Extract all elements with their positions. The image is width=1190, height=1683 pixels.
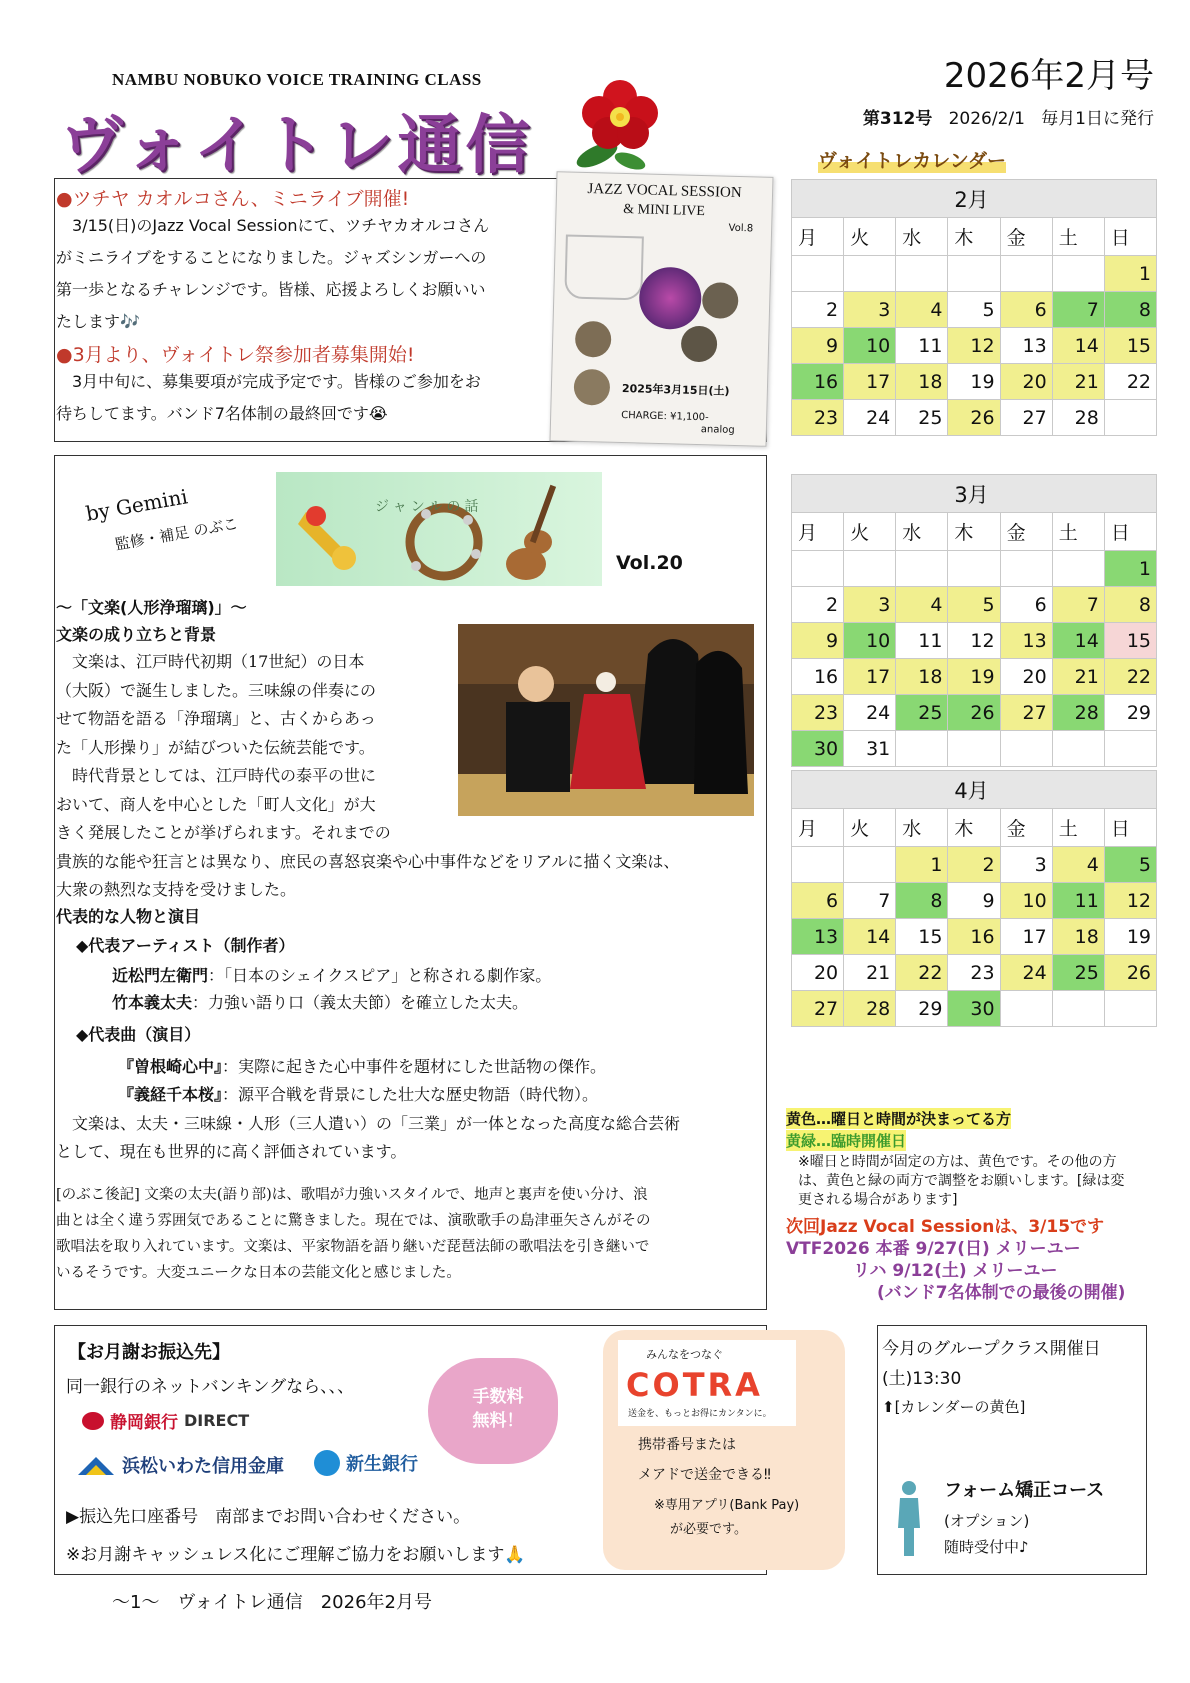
calendar-day: 3 <box>1000 847 1052 883</box>
bank-shizuoka <box>82 1408 249 1433</box>
musician-photo <box>702 282 739 319</box>
calendar-day: 24 <box>844 400 896 436</box>
cotra-logo: COTRA <box>626 1366 763 1404</box>
work-name: 『義経千本桜』 <box>118 1085 223 1104</box>
flyer-subtitle: & MINI LIVE <box>623 201 706 220</box>
weekday-label: 月 <box>792 513 844 551</box>
calendar-day: 9 <box>792 623 844 659</box>
calendar-day: 2 <box>948 847 1000 883</box>
issue-date: 2026/2/1 <box>948 109 1025 129</box>
article-line: た「人形操り」が結びついた伝統芸能です。 <box>56 737 375 757</box>
bunraku-photo <box>458 624 754 816</box>
calendar-day: 11 <box>1052 883 1104 919</box>
calendar-day <box>1052 256 1104 292</box>
group-title: 今月のグループクラス開催日 <box>882 1339 1101 1359</box>
bunraku-performance-image <box>458 624 754 816</box>
weekday-label: 土 <box>1052 218 1104 256</box>
calendar-day <box>896 551 948 587</box>
supervisor-note: 監修・補足 のぶこ <box>113 514 240 554</box>
article-line: おいて、商人を中心とした「町人文化」が大 <box>56 794 376 814</box>
article-line: きく発展したことが挙げられます。それまでの <box>56 823 391 842</box>
calendar-day <box>1000 731 1052 767</box>
weekday-label: 金 <box>1000 513 1052 551</box>
calendar-day: 13 <box>792 919 844 955</box>
work-desc: ：源平合戦を背景にした壮大な歴史物語（時代物）。 <box>222 1085 599 1104</box>
calendar-day <box>1052 991 1104 1027</box>
cotra-note: が必要です。 <box>670 1522 747 1537</box>
calendar-day: 22 <box>896 955 948 991</box>
cotra-tagline: みんなをつなぐ <box>646 1348 723 1361</box>
calendar-day <box>1052 551 1104 587</box>
calendar-day: 8 <box>896 883 948 919</box>
person-figure-icon <box>892 1478 926 1558</box>
calendar-day <box>844 847 896 883</box>
weekday-label: 日 <box>1104 218 1156 256</box>
byline: by Gemini <box>83 484 190 526</box>
calendar-day: 12 <box>1104 883 1156 919</box>
section-people: 代表的な人物と演目 <box>56 907 201 926</box>
cotra-sub: 送金を、もっとお得にカンタンに。 <box>628 1409 772 1419</box>
calendar-note: ※曜日と時間が固定の方は、黄色です。その他の方は、黄色と緑の両方で調整をお願いします。[緑は変更される場合があります] <box>798 1154 1125 1208</box>
artist-item <box>112 990 528 1013</box>
calendar-day: 22 <box>1104 364 1156 400</box>
newsletter-title: ヴォイトレ通信 <box>60 109 534 183</box>
weekday-label: 火 <box>844 809 896 847</box>
cotra-line: メアドで送金できる‼︎ <box>638 1467 771 1483</box>
postscript-line: いるそうです。大変ユニークな日本の芸能文化と感じました。 <box>56 1265 461 1281</box>
flyer-vol: Vol.8 <box>728 222 754 235</box>
calendar-day: 20 <box>1000 659 1052 695</box>
calendar-day: 12 <box>948 328 1000 364</box>
cotra-line: 携帯番号または <box>638 1437 736 1453</box>
calendar-day: 9 <box>792 328 844 364</box>
article-line: として、現在も世界的に高く評価されています。 <box>56 1142 407 1161</box>
calendar-day: 25 <box>896 695 948 731</box>
calendar-day: 18 <box>1052 919 1104 955</box>
calendar-day: 13 <box>1000 623 1052 659</box>
calendar-day: 28 <box>844 991 896 1027</box>
calendar-day: 29 <box>1104 695 1156 731</box>
calendar-day: 5 <box>1104 847 1156 883</box>
calendar-day: 27 <box>792 991 844 1027</box>
calendar-day: 19 <box>1104 919 1156 955</box>
calendar-day: 22 <box>1104 659 1156 695</box>
payment-line: 同一銀行のネットバンキングなら、、、 <box>66 1377 355 1397</box>
course-name: フォーム矯正コース <box>944 1480 1105 1501</box>
calendar-day: 10 <box>844 623 896 659</box>
calendar-day <box>1104 731 1156 767</box>
calendar-day <box>948 551 1000 587</box>
cashless-note: ※お月謝キャッシュレス化にご理解ご協力をお願いします🙏 <box>66 1545 526 1565</box>
artist-name: 近松門左衛門 <box>112 966 209 985</box>
weekday-label: 火 <box>844 513 896 551</box>
cotra-note: ※専用アプリ(Bank Pay) <box>654 1498 800 1513</box>
postscript-line: 曲とは全く違う雰囲気であることに驚きました。現在では、演歌歌手の島津亜矢さんがその <box>56 1213 651 1229</box>
flyer-date: 2025年3月15日(土) <box>621 381 730 398</box>
calendar-day: 8 <box>1104 587 1156 623</box>
calendar-day: 5 <box>948 587 1000 623</box>
shizuoka-bank-logo-icon <box>82 1412 104 1430</box>
calendar-day <box>1104 400 1156 436</box>
calendar-day: 31 <box>844 731 896 767</box>
musician-photo <box>575 321 612 358</box>
news-body-1 <box>56 210 489 338</box>
musician-photo <box>573 369 610 406</box>
shinsei-logo-icon <box>314 1450 340 1476</box>
calendar-day <box>948 731 1000 767</box>
calendar-day: 4 <box>896 292 948 328</box>
news-line: 第一歩となるチャレンジです。皆様、応援よろしくお願いい <box>56 280 486 299</box>
calendar-day: 23 <box>792 400 844 436</box>
calendar-day: 4 <box>1052 847 1104 883</box>
calendar-day: 28 <box>1052 400 1104 436</box>
month-label: 4月 <box>792 771 1157 809</box>
calendar-day: 18 <box>896 364 948 400</box>
calendar-day: 24 <box>1000 955 1052 991</box>
issue-month: 2026年2月号 <box>943 56 1154 96</box>
calendar-day: 14 <box>844 919 896 955</box>
calendar-day: 27 <box>1000 695 1052 731</box>
calendar-day: 1 <box>896 847 948 883</box>
instruments-icon <box>276 472 602 586</box>
legend-yellow: 黄色…曜日と時間が決まってる方 <box>786 1110 1012 1128</box>
weekday-label: 水 <box>896 218 948 256</box>
calendar-day: 8 <box>1104 292 1156 328</box>
calendar-day: 19 <box>948 659 1000 695</box>
class-name: NAMBU NOBUKO VOICE TRAINING CLASS <box>112 70 482 89</box>
calendar-day: 19 <box>948 364 1000 400</box>
calendar-day <box>1000 256 1052 292</box>
calendar-month <box>791 770 1157 1027</box>
news-line: 待ちしてます。バンド7名体制の最終回です😭 <box>56 404 388 423</box>
weekday-label: 木 <box>948 513 1000 551</box>
weekday-label: 日 <box>1104 513 1156 551</box>
weekday-label: 日 <box>1104 809 1156 847</box>
weekday-label: 木 <box>948 809 1000 847</box>
artist-desc: ：「日本のシェイクスピア」と称される劇作家。 <box>208 966 552 985</box>
calendar-day: 16 <box>792 364 844 400</box>
calendar-day: 30 <box>948 991 1000 1027</box>
calendar-day <box>1000 551 1052 587</box>
flyer-title: JAZZ VOCAL SESSION <box>587 181 742 202</box>
calendar-day: 7 <box>844 883 896 919</box>
bank-name: 新生銀行 <box>346 1454 418 1475</box>
calendar-day: 9 <box>948 883 1000 919</box>
course-option: (オプション) <box>944 1512 1030 1530</box>
calendar-day: 18 <box>896 659 948 695</box>
postscript-line: 歌唱法を取り入れています。文楽は、平家物語を語り継いだ琵琶法師の歌唱法を引き継いで <box>56 1239 650 1255</box>
work-item <box>118 1082 598 1105</box>
news-line: たします🎶 <box>56 312 140 331</box>
news-body-2 <box>56 366 481 430</box>
calendar-day: 23 <box>948 955 1000 991</box>
calendar-day: 25 <box>1052 955 1104 991</box>
calendar-day: 20 <box>792 955 844 991</box>
calendar-title: ヴォイトレカレンダー <box>818 146 1006 173</box>
group-time: (土)13:30 <box>882 1369 962 1389</box>
calendar-day: 27 <box>1000 400 1052 436</box>
calendar-day: 2 <box>792 292 844 328</box>
article-heading: 〜「文楽(人形浄瑠璃)」〜 <box>56 598 247 617</box>
issue-line <box>863 104 1154 129</box>
calendar-day: 11 <box>896 328 948 364</box>
artists-title: ◆代表アーティスト（制作者） <box>76 936 295 955</box>
calendar-day: 6 <box>1000 292 1052 328</box>
article-line: （大阪）で誕生しました。三味線の伴奏にの <box>56 680 377 700</box>
vtf-rehearsal: リハ 9/12(土) メリーユー <box>853 1261 1058 1281</box>
works-title: ◆代表曲（演目） <box>76 1025 201 1044</box>
calendar-day: 10 <box>844 328 896 364</box>
calendar-day: 17 <box>1000 919 1052 955</box>
footer: 〜1〜 ヴォイトレ通信 2026年2月号 <box>112 1592 432 1613</box>
vtf-performance: VTF2026 本番 9/27(日) メリーユー <box>786 1239 1081 1259</box>
news-line: 3/15(日)のJazz Vocal Sessionにて、ツチヤカオルコさん <box>56 216 490 235</box>
weekday-label: 金 <box>1000 809 1052 847</box>
calendar-day: 12 <box>948 623 1000 659</box>
weekday-label: 木 <box>948 218 1000 256</box>
hamamatsu-logo-icon <box>76 1453 116 1477</box>
calendar-day <box>1104 991 1156 1027</box>
calendar-day: 16 <box>792 659 844 695</box>
flyer-venue: analog <box>700 424 735 436</box>
calendar-day <box>792 847 844 883</box>
article-line: 文楽は、太夫・三味線・人形（三人遣い）の「三業」が一体となった高度な総合芸術 <box>56 1114 681 1133</box>
issue-note: 毎月1日に発行 <box>1041 109 1154 129</box>
calendar-day <box>1052 731 1104 767</box>
calendar-day: 28 <box>1052 695 1104 731</box>
calendar-day: 16 <box>948 919 1000 955</box>
calendar-day <box>896 731 948 767</box>
calendar-day <box>844 256 896 292</box>
article-line: 文楽は、江戸時代初期（17世紀）の日本 <box>56 652 365 671</box>
singer-photo <box>638 266 702 330</box>
calendar-day: 13 <box>1000 328 1052 364</box>
calendar-day: 11 <box>896 623 948 659</box>
course-accept: 随時受付中♪ <box>944 1538 1029 1556</box>
next-session: 次回Jazz Vocal Sessionは、3/15です <box>786 1217 1105 1237</box>
calendar-day: 24 <box>844 695 896 731</box>
volume-number: Vol.20 <box>616 552 683 574</box>
calendar-day: 15 <box>1104 328 1156 364</box>
coffee-cup-icon <box>564 234 644 300</box>
news-line: 3月中旬に、募集要項が完成予定です。皆様のご参加をお <box>56 372 481 391</box>
article-line: 貴族的な能や狂言とは異なり、庶民の喜怒哀楽や心中事件などをリアルに描く文楽は、 <box>56 851 680 871</box>
weekday-label: 金 <box>1000 218 1052 256</box>
calendar-day: 26 <box>948 695 1000 731</box>
calendar-day: 1 <box>1104 256 1156 292</box>
legend-green: 黄緑…臨時開催日 <box>786 1132 907 1150</box>
calendar-day: 25 <box>896 400 948 436</box>
artist-name: 竹本義太夫 <box>112 993 193 1012</box>
weekday-label: 水 <box>896 513 948 551</box>
news-title-2: ●3月より、ヴォイトレ祭参加者募集開始! <box>56 344 415 366</box>
banner-text: ジャンルの話 <box>375 499 483 515</box>
calendar-day: 14 <box>1052 623 1104 659</box>
camellia-flower-icon <box>575 75 665 175</box>
bank-shinsei <box>314 1450 418 1476</box>
calendar-day <box>792 256 844 292</box>
calendar-day: 30 <box>792 731 844 767</box>
artist-item <box>112 963 551 986</box>
calendar-day: 10 <box>1000 883 1052 919</box>
weekday-label: 火 <box>844 218 896 256</box>
fee-free-text: 手数料無料！ <box>472 1387 524 1431</box>
weekday-label: 土 <box>1052 809 1104 847</box>
calendar-day: 1 <box>1104 551 1156 587</box>
calendar-day: 6 <box>1000 587 1052 623</box>
calendar-day: 3 <box>844 292 896 328</box>
calendar-day: 7 <box>1052 292 1104 328</box>
weekday-label: 月 <box>792 809 844 847</box>
article-line: 時代背景としては、江戸時代の泰平の世に <box>56 766 377 785</box>
musician-photo <box>681 326 718 363</box>
calendar-day: 17 <box>844 364 896 400</box>
section-origin: 文楽の成り立ちと背景 <box>56 625 217 644</box>
group-note: ⬆[カレンダーの黄色] <box>882 1398 1026 1416</box>
article-closing <box>56 1110 680 1166</box>
calendar-day: 26 <box>948 400 1000 436</box>
calendar-day: 20 <box>1000 364 1052 400</box>
calendar-day: 17 <box>844 659 896 695</box>
bank-hamamatsu <box>76 1452 284 1478</box>
calendar-day: 15 <box>896 919 948 955</box>
genre-banner <box>276 472 602 586</box>
bank-service: DIRECT <box>184 1411 250 1430</box>
calendar-day: 15 <box>1104 623 1156 659</box>
calendar-day: 23 <box>792 695 844 731</box>
news-title-1: ●ツチヤ カオルコさん、ミニライブ開催! <box>56 188 410 210</box>
nobuko-postscript <box>56 1182 651 1286</box>
postscript-line: [のぶこ後記] 文楽の太夫(語り部)は、歌唱が力強いスタイルで、地声と裏声を使い分け、浪 <box>56 1187 648 1203</box>
work-desc: ：実際に起きた心中事件を題材にした世話物の傑作。 <box>222 1057 607 1076</box>
calendar-day: 29 <box>896 991 948 1027</box>
calendar-day <box>792 551 844 587</box>
calendar-month <box>791 474 1157 767</box>
calendar-day <box>844 551 896 587</box>
work-name: 『曽根崎心中』 <box>118 1057 223 1076</box>
vtf-note: (バンド7名体制での最後の開催) <box>877 1283 1126 1303</box>
calendar-day: 21 <box>844 955 896 991</box>
artist-desc: ：力強い語り口（義太夫節）を確立した太夫。 <box>192 993 529 1012</box>
bank-name: 浜松いわた信用金庫 <box>122 1456 284 1477</box>
calendar-day <box>896 256 948 292</box>
calendar-day: 5 <box>948 292 1000 328</box>
weekday-label: 土 <box>1052 513 1104 551</box>
article-line: 大衆の熱烈な支持を受けました。 <box>56 880 297 899</box>
calendar-day: 2 <box>792 587 844 623</box>
calendar-day <box>948 256 1000 292</box>
work-item <box>118 1054 606 1077</box>
jazz-session-flyer <box>550 171 774 447</box>
calendar-day: 21 <box>1052 364 1104 400</box>
issue-number: 第312号 <box>862 109 933 129</box>
calendar-day: 14 <box>1052 328 1104 364</box>
news-line: がミニライブをすることになりました。ジャズシンガーへの <box>56 248 487 267</box>
weekday-label: 水 <box>896 809 948 847</box>
calendar-day: 7 <box>1052 587 1104 623</box>
calendar-day: 3 <box>844 587 896 623</box>
payment-title: 【お月謝お振込先】 <box>68 1342 230 1363</box>
article-line: せて物語を語る「浄瑠璃」と、古くからあっ <box>56 709 376 728</box>
account-info: ▶振込先口座番号 南部までお問い合わせください。 <box>66 1507 471 1527</box>
month-label: 2月 <box>792 180 1157 218</box>
weekday-label: 月 <box>792 218 844 256</box>
calendar-day: 26 <box>1104 955 1156 991</box>
flyer-charge: CHARGE: ¥1,100- <box>621 409 709 424</box>
bank-name: 静岡銀行 <box>110 1413 178 1433</box>
calendar-day: 21 <box>1052 659 1104 695</box>
month-label: 3月 <box>792 475 1157 513</box>
calendar-month <box>791 179 1157 436</box>
calendar-day <box>1000 991 1052 1027</box>
calendar-day: 4 <box>896 587 948 623</box>
calendar-day: 6 <box>792 883 844 919</box>
